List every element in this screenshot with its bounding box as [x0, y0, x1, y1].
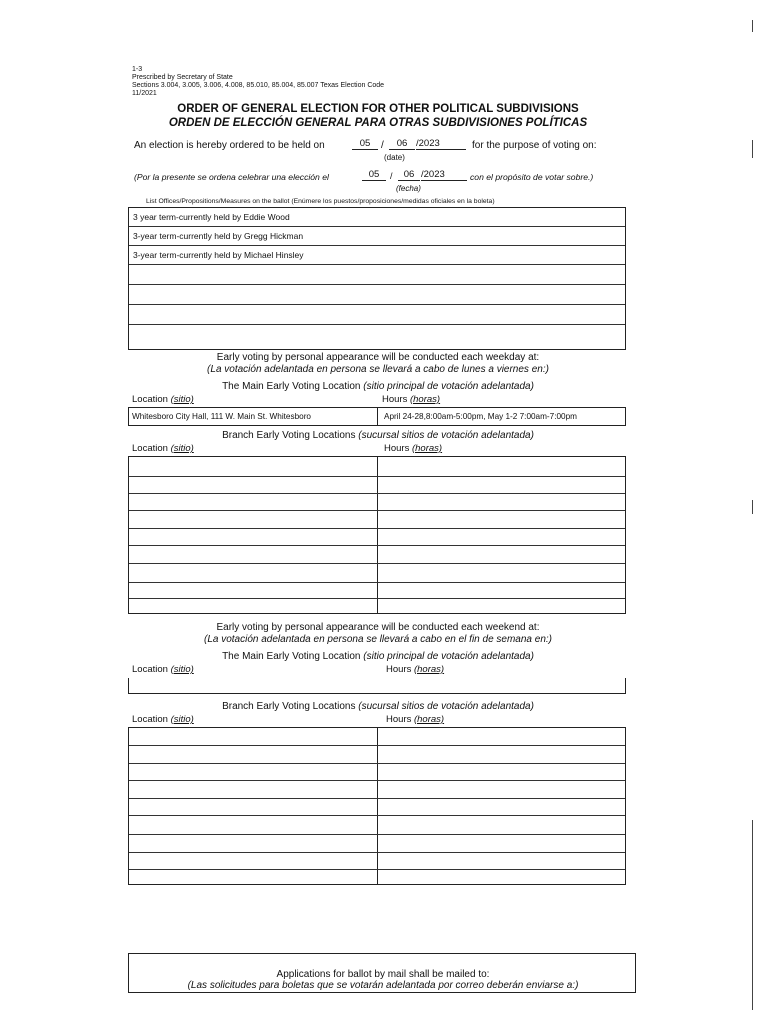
weekday-location-label: Location (sitio) — [132, 394, 194, 405]
table-row[interactable] — [129, 511, 625, 529]
title-english: ORDER OF GENERAL ELECTION FOR OTHER POLITICAL SUBDIVISIONS — [177, 103, 579, 115]
weekday-main-location[interactable]: Whitesboro City Hall, 111 W. Main St. Whitesboro — [132, 412, 311, 421]
date-year-field[interactable]: /2023 — [416, 138, 466, 150]
weekday-main-title: The Main Early Voting Location (sitio principal de votación adelantada) — [222, 381, 534, 392]
mail-applications-es: (Las solicitudes para boletas que se votarán adelantada por correo deberán enviarse a:) — [187, 980, 579, 991]
offices-header: List Offices/Propositions/Measures on the ballot (Enúmere los puestos/proposiciones/medidas oficiales en la boleta) — [146, 198, 495, 205]
weekday-branch-title: Branch Early Voting Locations (sucursal sitios de votación adelantada) — [222, 430, 534, 441]
weekend-branch-title: Branch Early Voting Locations (sucursal sitios de votación adelantada) — [222, 701, 534, 712]
table-row[interactable] — [129, 835, 625, 853]
date-label: (date) — [384, 153, 405, 162]
weekday-branch-hours-label: Hours (horas) — [384, 443, 443, 454]
fecha-year-field[interactable]: /2023 — [421, 169, 467, 181]
weekend-hours-label: Hours (horas) — [386, 664, 445, 675]
office-row[interactable]: 3-year term-currently held by Michael Hinsley — [129, 246, 625, 265]
table-row[interactable] — [129, 546, 625, 564]
table-row[interactable] — [129, 583, 625, 599]
offices-table — [128, 207, 626, 350]
table-row[interactable] — [129, 457, 625, 477]
weekday-branch-location-label: Location (sitio) — [132, 443, 194, 454]
table-row[interactable] — [129, 728, 625, 746]
table-row[interactable] — [129, 529, 625, 546]
office-row[interactable] — [129, 265, 625, 285]
weekend-branch-table — [128, 727, 626, 885]
date-month-field[interactable]: 05 — [352, 138, 378, 150]
weekday-intro-es: (La votación adelantada en persona se llevará a cabo de lunes a viernes en:) — [207, 364, 549, 375]
office-row[interactable] — [129, 305, 625, 325]
order-purpose-es: con el propósito de votar sobre.) — [470, 172, 594, 182]
form-number: 1-3 — [132, 66, 143, 73]
office-row[interactable] — [129, 325, 625, 349]
statute-sections: Sections 3.004, 3.005, 3.006, 4.008, 85.010, 85.004, 85.007 Texas Election Code — [132, 82, 385, 89]
order-statement-en: An election is hereby ordered to be held on — [134, 140, 325, 151]
prescribed-by: Prescribed by Secretary of State — [132, 74, 233, 81]
title-spanish: ORDEN DE ELECCIÓN GENERAL PARA OTRAS SUBDIVISIONES POLÍTICAS — [168, 117, 588, 129]
fecha-day-field[interactable]: 06 — [398, 169, 420, 181]
mail-applications-box[interactable] — [128, 953, 636, 993]
weekday-main-table — [128, 407, 626, 426]
order-statement-es: (Por la presente se ordena celebrar una elección el — [134, 172, 329, 182]
table-row[interactable] — [129, 764, 625, 781]
order-purpose-en: for the purpose of voting on: — [472, 140, 597, 151]
weekend-branch-location-label: Location (sitio) — [132, 714, 194, 725]
scan-edge-mark — [752, 500, 753, 514]
table-row[interactable] — [129, 746, 625, 764]
weekend-location-label: Location (sitio) — [132, 664, 194, 675]
fecha-month-field[interactable]: 05 — [362, 169, 386, 181]
fecha-separator: / — [390, 171, 393, 181]
weekend-branch-hours-label: Hours (horas) — [386, 714, 445, 725]
weekday-branch-table — [128, 456, 626, 614]
table-row[interactable] — [129, 477, 625, 494]
office-row[interactable]: 3 year term-currently held by Eddie Wood — [129, 208, 625, 227]
weekday-main-hours[interactable]: April 24-28,8:00am-5:00pm, May 1-2 7:00am-7:00pm — [384, 412, 577, 421]
table-row[interactable] — [129, 564, 625, 583]
scan-edge-mark — [752, 820, 753, 1010]
revision-date: 11/2021 — [132, 90, 157, 97]
mail-applications-en: Applications for ballot by mail shall be mailed to: — [276, 969, 490, 980]
table-row[interactable] — [129, 781, 625, 799]
weekend-main-title: The Main Early Voting Location (sitio principal de votación adelantada) — [222, 651, 534, 662]
weekday-intro-en: Early voting by personal appearance will be conducted each weekday at: — [216, 352, 540, 363]
scan-edge-mark — [752, 20, 753, 32]
office-row[interactable]: 3-year term-currently held by Gregg Hickman — [129, 227, 625, 246]
weekend-main-table[interactable] — [128, 678, 626, 694]
date-day-field[interactable]: 06 — [389, 138, 415, 150]
scan-edge-mark — [752, 140, 753, 158]
table-row[interactable] — [129, 494, 625, 511]
table-row[interactable] — [129, 816, 625, 835]
office-row[interactable] — [129, 285, 625, 305]
weekday-hours-label: Hours (horas) — [382, 394, 441, 405]
weekend-intro-en: Early voting by personal appearance will be conducted each weekend at: — [216, 622, 540, 633]
fecha-label: (fecha) — [396, 184, 421, 193]
table-row[interactable] — [129, 853, 625, 870]
weekend-intro-es: (La votación adelantada en persona se llevará a cabo en el fin de semana en:) — [203, 634, 552, 645]
date-separator: / — [381, 140, 384, 151]
table-row[interactable] — [129, 799, 625, 816]
